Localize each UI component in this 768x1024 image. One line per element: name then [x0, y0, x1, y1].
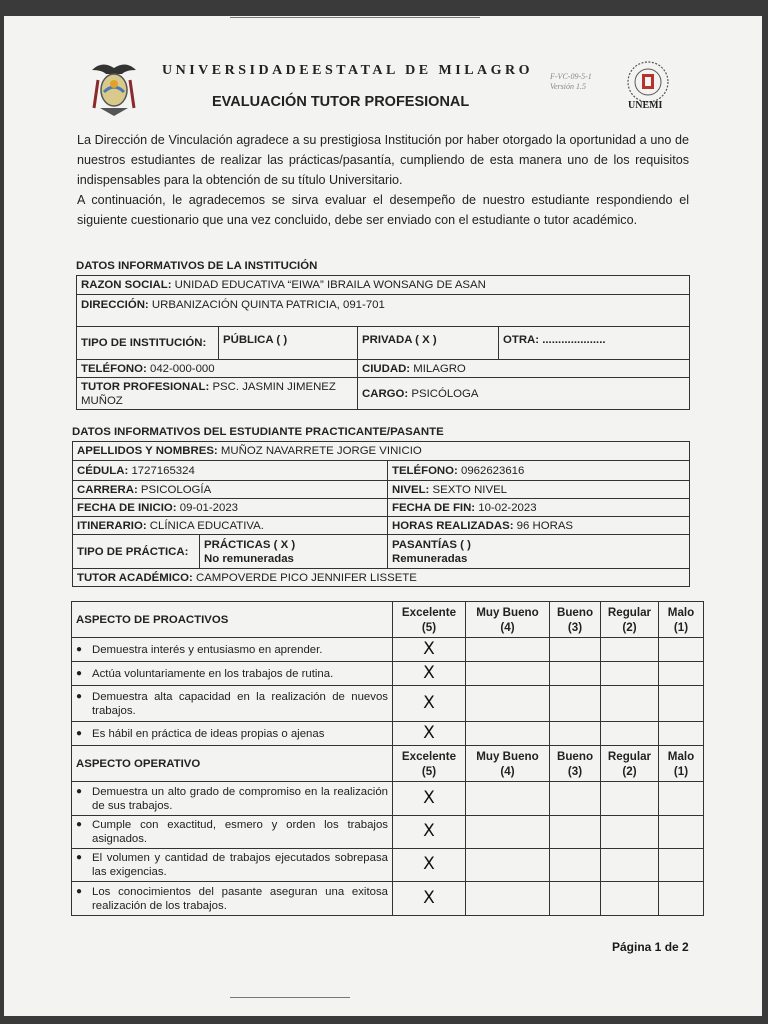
rating-score: (4) [500, 620, 515, 634]
rating-label: Excelente [401, 605, 457, 619]
criterion-cell [72, 662, 393, 686]
checkmark-x-icon: X [423, 722, 435, 743]
tutor-profesional: TUTOR PROFESIONAL: PSC. JASMIN JIMENEZ MUÑOZ [77, 378, 358, 410]
proactivos-title: ASPECTO DE PROACTIVOS [72, 602, 393, 638]
rating-header-regular [601, 602, 659, 638]
checkmark-x-icon: X [423, 854, 435, 874]
criterion-text: Cumple con exactitud, esmero y orden los trabajos asignados. [92, 819, 388, 845]
carrera-value: PSICOLOGÍA [140, 483, 212, 496]
pasantias-option: PASANTÍAS ( ) Remuneradas [388, 535, 690, 569]
criterion-text: El volumen y cantidad de trabajos ejecutados sobrepasa las exigencias. [92, 852, 388, 878]
fecha-fin-value: 10-02-2023 [478, 501, 537, 514]
ciudad: CIUDAD: MILAGRO [358, 360, 690, 378]
student-table [72, 441, 690, 587]
form-version: Versión 1.5 [550, 82, 586, 91]
intro-text [77, 130, 689, 230]
tipo-practica-label: TIPO DE PRÁCTICA: [73, 535, 200, 569]
criterion-text: Es hábil en práctica de ideas propias o ajenas [92, 727, 325, 740]
criterion-text: Demuestra alta capacidad en la realización de nuevos trabajos. [92, 690, 388, 717]
rating-score: (5) [421, 620, 437, 634]
rating-score: (3) [567, 764, 583, 778]
rating-header-bueno [550, 746, 601, 782]
rating-cell-muy-bueno [466, 686, 550, 722]
nivel: NIVEL: SEXTO NIVEL [388, 481, 690, 499]
rating-cell-regular [601, 662, 659, 686]
rating-label: Malo [667, 749, 695, 763]
carrera: CARRERA: PSICOLOGÍA [73, 481, 388, 499]
cargo: CARGO: PSICÓLOGA [358, 378, 690, 410]
intro-paragraph-1: La Dirección de Vinculación agradece a su prestigiosa Institución por haber otorgado la oportunidad a uno de nuestros estudiantes de realizar las prácticas/pasantía, cumpliendo de esta manera uno de los requisitos indispensables para la obtención de su título Universitario. [77, 133, 689, 187]
student-section-title: DATOS INFORMATIVOS DEL ESTUDIANTE PRACTICANTE/PASANTE [72, 426, 444, 438]
proactivos-header-row [72, 602, 704, 638]
criterion-row [72, 686, 704, 722]
coat-of-arms-logo [88, 58, 140, 118]
rating-cell-malo [659, 849, 704, 882]
bullet-icon: ● [76, 667, 83, 679]
rating-cell-regular [601, 686, 659, 722]
criterion-cell [72, 722, 393, 746]
rating-cell-excelente [393, 849, 466, 882]
rating-cell-regular [601, 882, 659, 916]
rating-cell-muy-bueno [466, 816, 550, 849]
rating-cell-regular [601, 782, 659, 816]
cedula-value: 1727165324 [131, 464, 195, 477]
checkmark-x-icon: X [423, 787, 435, 808]
document-title: EVALUACIÓN TUTOR PROFESIONAL [212, 94, 470, 110]
rating-label: Bueno [556, 605, 594, 619]
fecha-inicio: FECHA DE INICIO: 09-01-2023 [73, 499, 388, 517]
fecha-inicio-value: 09-01-2023 [179, 501, 239, 514]
evaluation-table [71, 601, 704, 916]
rating-cell-excelente [393, 662, 466, 686]
operativo-title: ASPECTO OPERATIVO [72, 746, 393, 782]
page-number: Página 1 de 2 [612, 940, 689, 954]
tipo-institucion-label: TIPO DE INSTITUCIÓN: [77, 327, 219, 360]
rating-cell-excelente [393, 638, 466, 662]
university-name: UNIVERSIDADEESTATAL DE MILAGRO [162, 63, 534, 78]
tutor-profesional-value: PSC. JASMIN JIMENEZ MUÑOZ [81, 380, 336, 407]
criterion-text: Demuestra interés y entusiasmo en aprender. [92, 643, 323, 656]
rating-label: Regular [607, 749, 652, 763]
itinerario: ITINERARIO: CLÍNICA EDUCATIVA. [73, 517, 388, 535]
rating-cell-malo [659, 686, 704, 722]
rating-score: (1) [673, 620, 689, 634]
otra-option: OTRA: .................... [499, 327, 690, 360]
telefono-institucion: TELÉFONO: 042-000-000 [77, 360, 358, 378]
rating-cell-bueno [550, 816, 601, 849]
rating-cell-regular [601, 849, 659, 882]
rating-label: Regular [607, 605, 652, 619]
seal-emblem-icon [622, 60, 674, 104]
telefono-estudiante: TELÉFONO: 0962623616 [388, 461, 690, 481]
criterion-cell [72, 849, 393, 882]
rating-header-regular [601, 746, 659, 782]
rating-cell-malo [659, 662, 704, 686]
form-code: F-VC-09-5-1 [550, 72, 592, 81]
rating-cell-excelente [393, 782, 466, 816]
rating-cell-muy-bueno [466, 722, 550, 746]
rating-label: Muy Bueno [476, 749, 539, 763]
rating-cell-malo [659, 816, 704, 849]
criterion-row [72, 722, 704, 746]
razon-social-value: UNIDAD EDUCATIVA “EIWA” IBRAILA WONSANG DE ASAN [174, 279, 486, 291]
rating-score: (4) [500, 764, 515, 778]
seal-label: UNEMI [628, 100, 663, 111]
tutor-academico-value: CAMPOVERDE PICO JENNIFER LISSETE [195, 571, 417, 584]
criterion-cell [72, 638, 393, 662]
rating-label: Bueno [556, 749, 594, 763]
rating-cell-bueno [550, 686, 601, 722]
itinerario-value: CLÍNICA EDUCATIVA. [149, 519, 264, 532]
razon-social-row: RAZON SOCIAL: UNIDAD EDUCATIVA “EIWA” IBRAILA WONSANG DE ASAN [77, 276, 690, 295]
telefono-estudiante-value: 0962623616 [460, 464, 525, 477]
rating-cell-bueno [550, 638, 601, 662]
rating-cell-malo [659, 882, 704, 916]
rating-cell-muy-bueno [466, 882, 550, 916]
criterion-row [72, 638, 704, 662]
bullet-icon: ● [76, 819, 83, 830]
criterion-row [72, 662, 704, 686]
criterion-row [72, 782, 704, 816]
rating-cell-excelente [393, 686, 466, 722]
publica-option: PÚBLICA ( ) [219, 327, 358, 360]
rating-cell-regular [601, 638, 659, 662]
institution-section-title: DATOS INFORMATIVOS DE LA INSTITUCIÓN [76, 260, 318, 272]
privada-option: PRIVADA ( X ) [358, 327, 499, 360]
tutor-academico: TUTOR ACADÉMICO: CAMPOVERDE PICO JENNIFER LISSETE [73, 569, 690, 587]
rating-cell-excelente [393, 722, 466, 746]
fecha-fin: FECHA DE FIN: 10-02-2023 [388, 499, 690, 517]
rating-header-muy-bueno [466, 746, 550, 782]
criterion-cell [72, 882, 393, 916]
scan-edge-line [230, 17, 480, 18]
rating-score: (1) [673, 764, 689, 778]
criterion-row [72, 849, 704, 882]
criterion-text: Demuestra un alto grado de compromiso en la realización de sus trabajos. [92, 785, 388, 812]
criterion-cell [72, 686, 393, 722]
direccion-value: URBANIZACIÓN QUINTA PATRICIA, 091-701 [151, 299, 385, 311]
rating-header-muy-bueno [466, 602, 550, 638]
operativo-header-row [72, 746, 704, 782]
rating-cell-malo [659, 782, 704, 816]
rating-header-bueno [550, 602, 601, 638]
form-reference [550, 72, 592, 92]
rating-label: Muy Bueno [476, 605, 539, 619]
rating-cell-malo [659, 638, 704, 662]
rating-cell-excelente [393, 882, 466, 916]
nombres-value: MUÑOZ NAVARRETE JORGE VINICIO [220, 445, 422, 457]
rating-cell-muy-bueno [466, 662, 550, 686]
nivel-value: SEXTO NIVEL [432, 483, 508, 496]
nombres-row: APELLIDOS Y NOMBRES: MUÑOZ NAVARRETE JORGE VINICIO [73, 442, 690, 461]
rating-header-excelente [393, 746, 466, 782]
rating-cell-muy-bueno [466, 638, 550, 662]
criterion-text: Actúa voluntariamente en los trabajos de rutina. [92, 667, 334, 680]
horas-realizadas-value: 96 HORAS [516, 519, 574, 532]
rating-cell-muy-bueno [466, 849, 550, 882]
bullet-icon: ● [76, 727, 83, 739]
ciudad-value: MILAGRO [413, 362, 466, 375]
rating-score: (2) [622, 764, 637, 778]
rating-cell-bueno [550, 849, 601, 882]
rating-header-malo [659, 746, 704, 782]
checkmark-x-icon: X [423, 821, 435, 841]
rating-cell-bueno [550, 662, 601, 686]
cedula: CÉDULA: 1727165324 [73, 461, 388, 481]
intro-paragraph-2: A continuación, le agradecemos se sirva evaluar el desempeño de nuestro estudiante respondiendo el siguiente cuestionario que una vez concluido, debe ser enviado con el estudiante o tutor académico. [77, 193, 689, 227]
rating-cell-regular [601, 816, 659, 849]
horas-realizadas: HORAS REALIZADAS: 96 HORAS [388, 517, 690, 535]
bullet-icon: ● [76, 643, 83, 655]
rating-label: Malo [667, 605, 695, 619]
bullet-icon: ● [76, 690, 83, 702]
cargo-value: PSICÓLOGA [411, 387, 479, 400]
practicas-option: PRÁCTICAS ( X ) No remuneradas [200, 535, 388, 569]
rating-score: (2) [622, 620, 637, 634]
bullet-icon: ● [76, 785, 83, 797]
rating-score: (5) [421, 764, 437, 778]
criterion-row [72, 882, 704, 916]
rating-cell-regular [601, 722, 659, 746]
criterion-text: Los conocimientos del pasante aseguran una exitosa realización de los trabajos. [92, 885, 388, 912]
telefono-institucion-value: 042-000-000 [149, 362, 215, 375]
checkmark-x-icon: X [423, 638, 435, 659]
institution-table [76, 275, 690, 410]
rating-cell-bueno [550, 722, 601, 746]
rating-cell-malo [659, 722, 704, 746]
criterion-row [72, 816, 704, 849]
rating-header-malo [659, 602, 704, 638]
criterion-cell [72, 782, 393, 816]
checkmark-x-icon: X [423, 662, 435, 683]
criterion-cell [72, 816, 393, 849]
bullet-icon: ● [76, 885, 83, 897]
direccion-row: DIRECCIÓN: URBANIZACIÓN QUINTA PATRICIA, 091-701 [77, 295, 690, 327]
checkmark-x-icon: X [423, 887, 435, 908]
unemi-seal-logo [622, 60, 674, 116]
rating-cell-bueno [550, 882, 601, 916]
rating-header-excelente [393, 602, 466, 638]
checkmark-x-icon: X [423, 692, 435, 713]
scan-edge-line-bottom [230, 997, 350, 998]
rating-label: Excelente [401, 749, 457, 763]
rating-cell-bueno [550, 782, 601, 816]
rating-cell-muy-bueno [466, 782, 550, 816]
rating-score: (3) [567, 620, 583, 634]
bullet-icon: ● [76, 852, 83, 863]
rating-cell-excelente [393, 816, 466, 849]
